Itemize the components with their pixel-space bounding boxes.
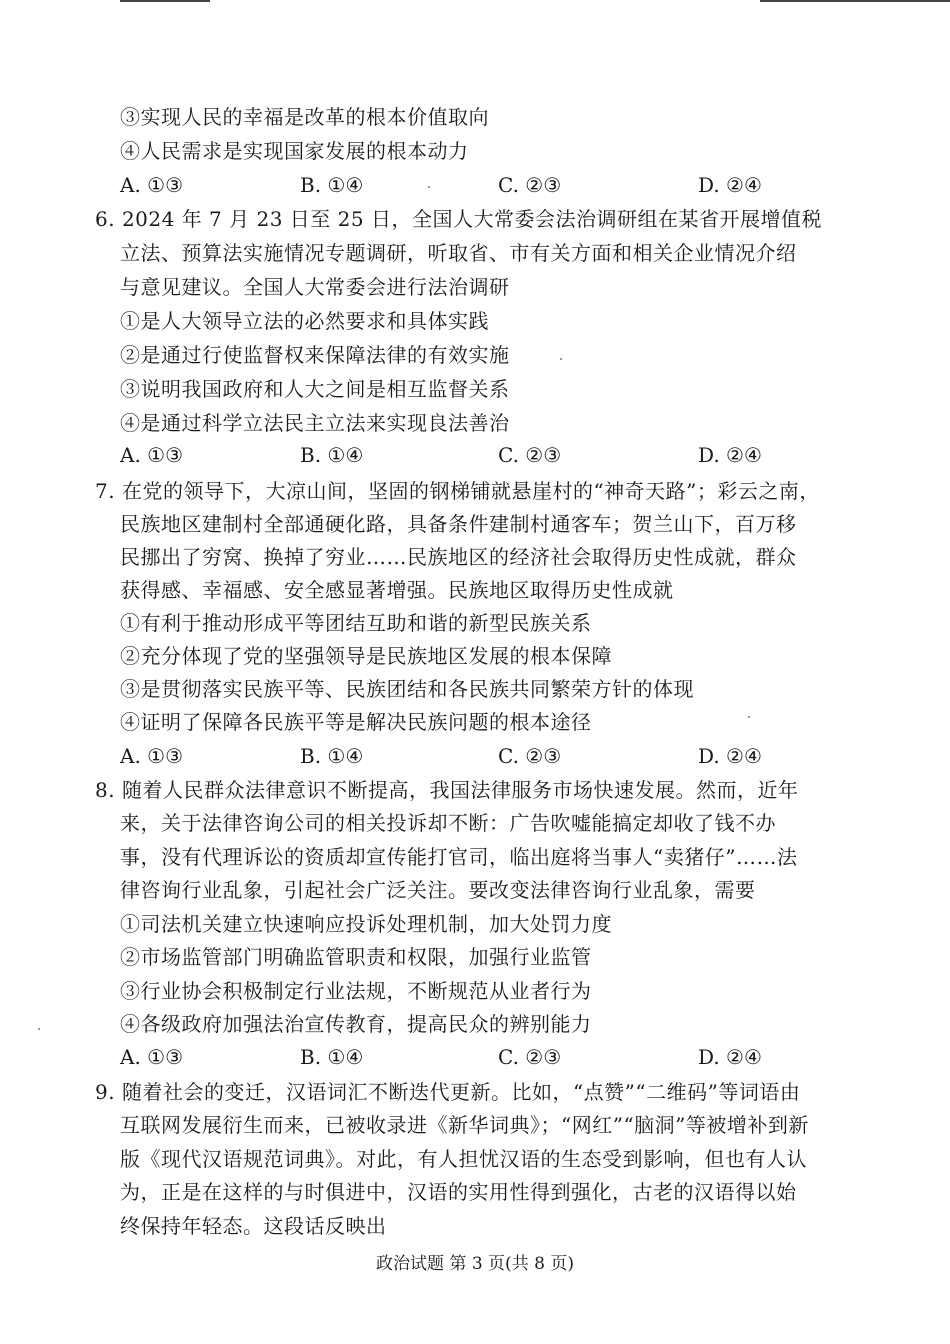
q8-stem-line: 律咨询行业乱象，引起社会广泛关注。要改变法律咨询行业乱象，需要 bbox=[120, 878, 756, 902]
option-c: C. ②③ bbox=[498, 173, 562, 197]
option-b: B. ①④ bbox=[300, 1045, 364, 1069]
q9-stem-line: 9. 随着社会的变迁，汉语词汇不断迭代更新。比如，“点赞”“二维码”等词语由 bbox=[95, 1080, 801, 1104]
option-c: C. ②③ bbox=[498, 443, 562, 467]
option-d: D. ②④ bbox=[698, 1045, 762, 1069]
option-d: D. ②④ bbox=[698, 173, 762, 197]
scan-speck bbox=[748, 716, 750, 718]
q6-item-2: ②是通过行使监督权来保障法律的有效实施 bbox=[120, 343, 510, 367]
q8-item-3: ③行业协会积极制定行业法规，不断规范从业者行为 bbox=[120, 979, 592, 1003]
q7-stem-line: 民族地区建制村全部通硬化路，具备条件建制村通客车；贺兰山下，百万移 bbox=[120, 512, 797, 536]
q7-item-3: ③是贯彻落实民族平等、民族团结和各民族共同繁荣方针的体现 bbox=[120, 677, 694, 701]
q9-stem-line: 终保持年轻态。这段话反映出 bbox=[120, 1214, 387, 1238]
q8-stem-line: 8. 随着人民群众法律意识不断提高，我国法律服务市场快速发展。然而，近年 bbox=[95, 778, 799, 802]
option-c: C. ②③ bbox=[498, 744, 562, 768]
option-b: B. ①④ bbox=[300, 173, 364, 197]
q9-stem-line: 为，正是在这样的与时俱进中，汉语的实用性得到强化，古老的汉语得以始 bbox=[120, 1180, 797, 1204]
q9-stem-line: 版《现代汉语规范词典》。对此，有人担忧汉语的生态受到影响，但也有人认 bbox=[120, 1147, 807, 1171]
q8-item-1: ①司法机关建立快速响应投诉处理机制，加大处罚力度 bbox=[120, 912, 612, 936]
q7-item-1: ①有利于推动形成平等团结互助和谐的新型民族关系 bbox=[120, 611, 592, 635]
q6-options bbox=[120, 441, 840, 469]
q8-stem-line: 事，没有代理诉讼的资质却宣传能打官司，临出庭将当事人“卖猪仔”……法 bbox=[120, 845, 798, 869]
q6-stem-line: 与意见建议。全国人大常委会进行法治调研 bbox=[120, 275, 510, 299]
option-b: B. ①④ bbox=[300, 744, 364, 768]
q7-options bbox=[120, 742, 840, 770]
option-b: B. ①④ bbox=[300, 443, 364, 467]
option-a: A. ①③ bbox=[120, 744, 184, 768]
q5-options bbox=[120, 171, 840, 199]
q6-stem-line: 6. 2024 年 7 月 23 日至 25 日，全国人大常委会法治调研组在某省开展增值税 bbox=[95, 207, 822, 231]
top-scan-line bbox=[120, 0, 210, 2]
q8-item-2: ②市场监管部门明确监管职责和权限，加强行业监管 bbox=[120, 945, 592, 969]
q7-stem-line: 民挪出了穷窝、换掉了穷业……民族地区的经济社会取得历史性成就，群众 bbox=[120, 545, 797, 569]
scan-speck bbox=[560, 358, 562, 360]
option-a: A. ①③ bbox=[120, 1045, 184, 1069]
q6-item-4: ④是通过科学立法民主立法来实现良法善治 bbox=[120, 411, 510, 435]
q5-item-3: ③实现人民的幸福是改革的根本价值取向 bbox=[120, 105, 489, 129]
scan-speck bbox=[428, 186, 430, 188]
q8-item-4: ④各级政府加强法治宣传教育，提高民众的辨别能力 bbox=[120, 1012, 592, 1036]
option-d: D. ②④ bbox=[698, 744, 762, 768]
q8-options bbox=[120, 1043, 840, 1071]
option-a: A. ①③ bbox=[120, 173, 184, 197]
option-c: C. ②③ bbox=[498, 1045, 562, 1069]
q7-stem-line: 获得感、幸福感、安全感显著增强。民族地区取得历史性成就 bbox=[120, 578, 674, 602]
page-footer: 政治试题 第 3 页(共 8 页) bbox=[376, 1254, 574, 1274]
q8-stem-line: 来，关于法律咨询公司的相关投诉却不断：广告吹嘘能搞定却收了钱不办 bbox=[120, 811, 776, 835]
q7-item-2: ②充分体现了党的坚强领导是民族地区发展的根本保障 bbox=[120, 644, 612, 668]
q9-stem-line: 互联网发展衍生而来，已被收录进《新华词典》；“网红”“脑洞”等被增补到新 bbox=[120, 1113, 809, 1137]
q7-item-4: ④证明了保障各民族平等是解决民族问题的根本途径 bbox=[120, 710, 592, 734]
q6-item-1: ①是人大领导立法的必然要求和具体实践 bbox=[120, 309, 489, 333]
option-a: A. ①③ bbox=[120, 443, 184, 467]
q7-stem-line: 7. 在党的领导下，大凉山间，坚固的钢梯铺就悬崖村的“神奇天路”；彩云之南， bbox=[95, 479, 820, 503]
q6-stem-line: 立法、预算法实施情况专题调研，听取省、市有关方面和相关企业情况介绍 bbox=[120, 241, 797, 265]
scan-speck bbox=[38, 1028, 40, 1030]
q5-item-4: ④人民需求是实现国家发展的根本动力 bbox=[120, 139, 469, 163]
top-scan-line bbox=[760, 0, 950, 2]
option-d: D. ②④ bbox=[698, 443, 762, 467]
q6-item-3: ③说明我国政府和人大之间是相互监督关系 bbox=[120, 377, 510, 401]
